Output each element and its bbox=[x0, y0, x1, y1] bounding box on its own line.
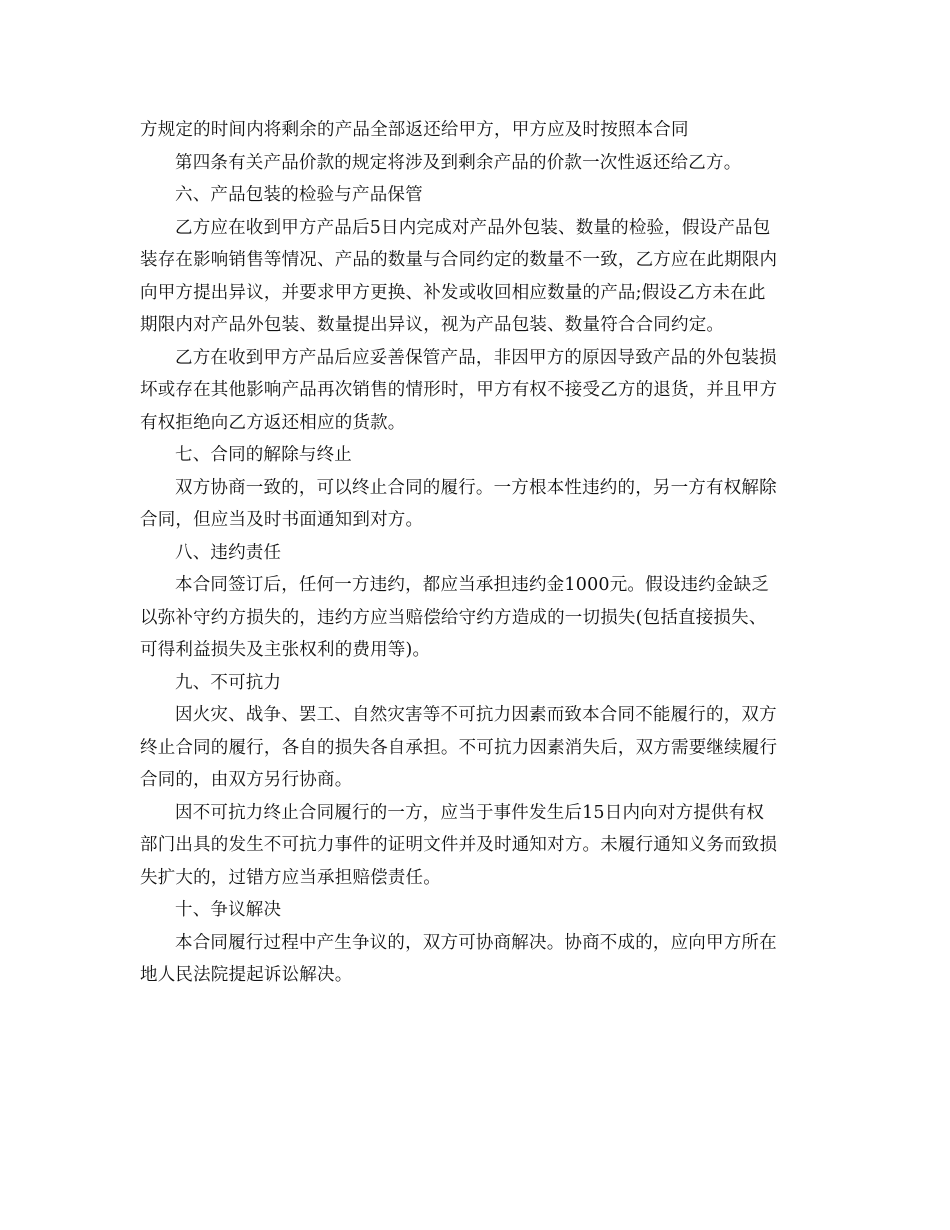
text-line: 乙方应在收到甲方产品后5日内完成对产品外包装、数量的检验，假设产品包 bbox=[175, 217, 771, 238]
text-line: 以弥补守约方损失的，违约方应当赔偿给守约方造成的一切损失(包括直接损失、 bbox=[140, 607, 767, 628]
section-heading: 九、不可抗力 bbox=[175, 672, 282, 693]
text-line: 合同的，由双方另行协商。 bbox=[140, 770, 353, 790]
document-body bbox=[140, 114, 812, 992]
text-line: 乙方在收到甲方产品后应妥善保管产品，非因甲方的原因导致产品的外包装损 bbox=[175, 347, 777, 368]
text-line: 因火灾、战争、罢工、自然灾害等不可抗力因素而致本合同不能履行的，双方 bbox=[175, 705, 777, 725]
text-line: 地人民法院提起诉讼解决。 bbox=[140, 965, 353, 985]
text-line: 本合同履行过程中产生争议的，双方可协商解决。协商不成的，应向甲方所在 bbox=[175, 932, 777, 953]
text-line: 第四条有关产品价款的规定将涉及到剩余产品的价款一次性返还给乙方。 bbox=[175, 152, 742, 173]
text-line: 坏或存在其他影响产品再次销售的情形时，甲方有权不接受乙方的退货，并且甲方 bbox=[140, 380, 778, 400]
text-line: 因不可抗力终止合同履行的一方，应当于事件发生后15日内向对方提供有权 bbox=[175, 802, 765, 823]
section-heading: 六、产品包装的检验与产品保管 bbox=[175, 185, 423, 205]
section-heading: 八、违约责任 bbox=[175, 542, 282, 563]
text-line: 失扩大的，过错方应当承担赔偿责任。 bbox=[140, 867, 441, 888]
text-line: 有权拒绝向乙方返还相应的货款。 bbox=[140, 412, 406, 433]
text-line: 合同，但应当及时书面通知到对方。 bbox=[140, 510, 424, 530]
text-line: 本合同签订后，任何一方违约，都应当承担违约金1000元。假设违约金缺乏 bbox=[175, 575, 770, 595]
text-line: 方规定的时间内将剩余的产品全部返还给甲方，甲方应及时按照本合同 bbox=[140, 120, 689, 140]
text-line: 装存在影响销售等情况、产品的数量与合同约定的数量不一致，乙方应在此期限内 bbox=[140, 250, 778, 270]
section-heading: 十、争议解决 bbox=[175, 900, 282, 920]
text-line: 部门出具的发生不可抗力事件的证明文件并及时通知对方。未履行通知义务而致损 bbox=[140, 835, 778, 855]
section-heading: 七、合同的解除与终止 bbox=[175, 445, 352, 465]
text-line: 双方协商一致的，可以终止合同的履行。一方根本性违约的，另一方有权解除 bbox=[175, 477, 777, 498]
text-line: 向甲方提出异议，并要求甲方更换、补发或收回相应数量的产品;假设乙方未在此 bbox=[140, 282, 766, 303]
text-line: 终止合同的履行，各自的损失各自承担。不可抗力因素消失后，双方需要继续履行 bbox=[140, 737, 778, 758]
text-line: 期限内对产品外包装、数量提出异议，视为产品包装、数量符合合同约定。 bbox=[140, 315, 725, 335]
text-line: 可得利益损失及主张权利的费用等)。 bbox=[140, 640, 431, 660]
